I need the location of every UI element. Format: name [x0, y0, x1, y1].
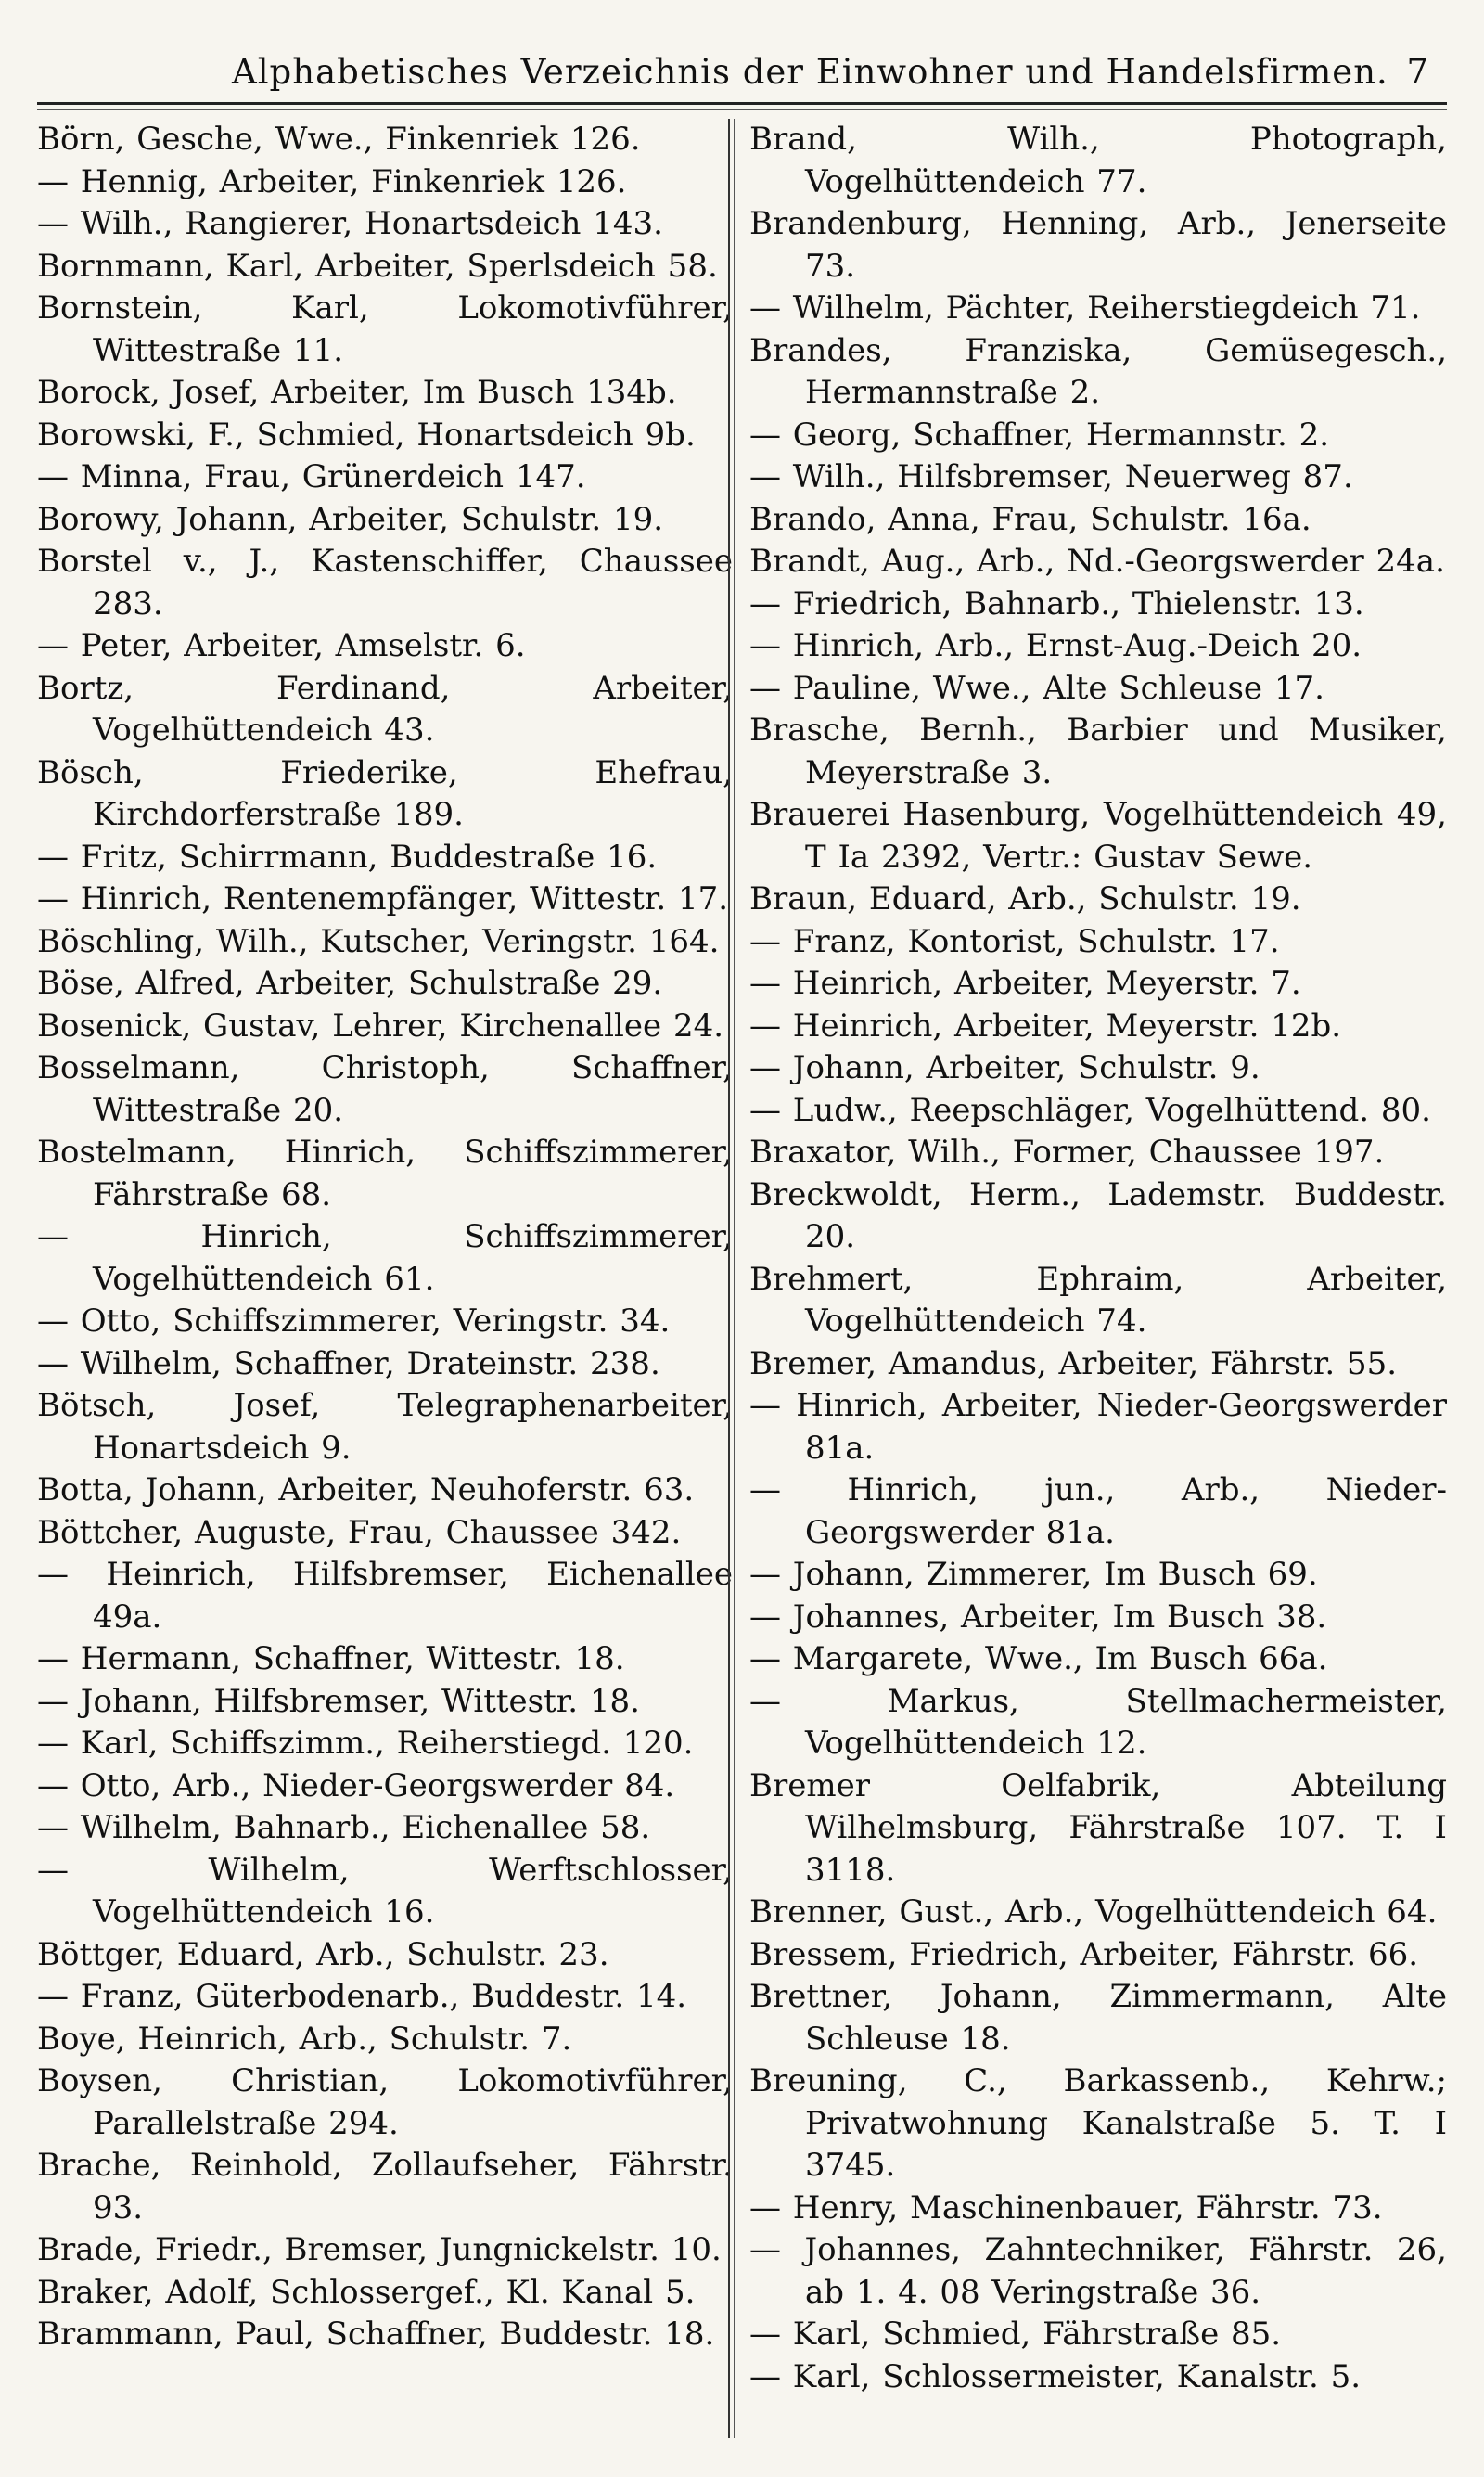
directory-entry: Bornstein, Karl, Lokomotivführer, Wittestraße 11. — [37, 289, 733, 369]
directory-entry: Brasche, Bernh., Barbier und Musiker, Meyerstraße 3. — [749, 712, 1447, 791]
directory-entry: — Johann, Zimmerer, Im Busch 69. — [749, 1556, 1318, 1593]
directory-entry: Breckwoldt, Herm., Lademstr. Buddestr. 20. — [749, 1175, 1447, 1255]
directory-entry: — Hermann, Schaffner, Wittestr. 18. — [37, 1640, 625, 1677]
directory-entry: — Wilh., Rangierer, Honartsdeich 143. — [37, 205, 663, 242]
directory-entry: Brandes, Franziska, Gemüsegesch., Hermannstraße 2. — [749, 331, 1447, 411]
directory-entry: — Wilhelm, Bahnarb., Eichenallee 58. — [37, 1809, 651, 1846]
directory-entry: Borowy, Johann, Arbeiter, Schulstr. 19. — [37, 500, 664, 538]
directory-entry: Bötsch, Josef, Telegraphenarbeiter, Honartsdeich 9. — [37, 1387, 733, 1467]
column-divider — [728, 119, 730, 2438]
directory-entry: — Wilh., Hilfsbremser, Neuerweg 87. — [749, 458, 1353, 495]
directory-entry: Brauerei Hasenburg, Vogelhüttendeich 49, T Ia 2392, Vertr.: Gustav Sewe. — [749, 796, 1447, 876]
directory-entry: Böschling, Wilh., Kutscher, Veringstr. 164. — [37, 922, 720, 960]
directory-entry: Börn, Gesche, Wwe., Finkenriek 126. — [37, 121, 641, 158]
column-divider-secondary — [734, 119, 735, 2438]
page-header — [37, 48, 1447, 105]
directory-entry: Böttcher, Auguste, Frau, Chaussee 342. — [37, 1513, 682, 1551]
directory-entry: Brandenburg, Henning, Arb., Jenerseite 73. — [749, 205, 1447, 285]
directory-entry: — Karl, Schiffszimm., Reiherstiegd. 120. — [37, 1725, 694, 1762]
directory-entry: Borock, Josef, Arbeiter, Im Busch 134b. — [37, 374, 677, 411]
directory-entry: Boye, Heinrich, Arb., Schulstr. 7. — [37, 2020, 572, 2058]
directory-entry: Botta, Johann, Arbeiter, Neuhoferstr. 63. — [37, 1471, 695, 1508]
directory-entry: — Johannes, Zahntechniker, Fährstr. 26, ab 1. 4. 08 Veringstraße 36. — [749, 2231, 1447, 2311]
directory-entry: — Margarete, Wwe., Im Busch 66a. — [749, 1640, 1328, 1677]
directory-entry: — Johann, Arbeiter, Schulstr. 9. — [749, 1049, 1260, 1086]
directory-entry: — Heinrich, Arbeiter, Meyerstr. 12b. — [749, 1007, 1342, 1045]
directory-entry: Böttger, Eduard, Arb., Schulstr. 23. — [37, 1935, 609, 1973]
directory-entry: — Hinrich, Arbeiter, Nieder-Georgswerder 81a. — [749, 1387, 1447, 1467]
directory-entry: Breuning, C., Barkassenb., Kehrw.; Privatwohnung Kanalstraße 5. T. I 3745. — [749, 2062, 1447, 2184]
directory-entry: Bremer Oelfabrik, Abteilung Wilhelmsburg, Fährstraße 107. T. I 3118. — [749, 1766, 1447, 1889]
directory-entry: — Franz, Güterbodenarb., Buddestr. 14. — [37, 1978, 687, 2015]
directory-entry: — Georg, Schaffner, Hermannstr. 2. — [749, 416, 1330, 454]
directory-entry: Brandt, Aug., Arb., Nd.-Georgswerder 24a. — [749, 543, 1445, 580]
directory-entry: — Karl, Schmied, Fährstraße 85. — [749, 2316, 1282, 2353]
directory-entry: Borowski, F., Schmied, Honartsdeich 9b. — [37, 416, 696, 454]
directory-entry: — Hinrich, Schiffszimmerer, Vogelhüttendeich 61. — [37, 1218, 733, 1298]
directory-entry: — Hennig, Arbeiter, Finkenriek 126. — [37, 162, 627, 200]
directory-entry: — Wilhelm, Schaffner, Drateinstr. 238. — [37, 1344, 660, 1382]
directory-entry: Braker, Adolf, Schlossergef., Kl. Kanal 5. — [37, 2273, 696, 2311]
directory-entry: Bostelmann, Hinrich, Schiffszimmerer, Fährstraße 68. — [37, 1134, 733, 1213]
directory-entry: Borstel v., J., Kastenschiffer, Chaussee 283. — [37, 543, 733, 622]
page-number: 7 — [1406, 52, 1428, 92]
directory-entry: — Hinrich, Rentenempfänger, Wittestr. 17. — [37, 880, 729, 918]
directory-entry: — Otto, Arb., Nieder-Georgswerder 84. — [37, 1766, 675, 1804]
directory-entry: — Ludw., Reepschläger, Vogelhüttend. 80. — [749, 1091, 1431, 1129]
directory-entry: — Wilhelm, Pächter, Reiherstiegdeich 71. — [749, 289, 1421, 327]
directory-entry: Brache, Reinhold, Zollaufseher, Fährstr. 93. — [37, 2147, 733, 2227]
directory-entry: — Heinrich, Hilfsbremser, Eichenallee 49a. — [37, 1556, 733, 1636]
directory-entry: — Fritz, Schirrmann, Buddestraße 16. — [37, 838, 658, 876]
directory-entry: — Markus, Stellmachermeister, Vogelhüttendeich 12. — [749, 1682, 1447, 1762]
directory-entry: — Pauline, Wwe., Alte Schleuse 17. — [749, 669, 1324, 707]
directory-entry: — Johann, Hilfsbremser, Wittestr. 18. — [37, 1682, 640, 1720]
directory-entry: — Hinrich, Arb., Ernst-Aug.-Deich 20. — [749, 627, 1362, 664]
directory-entry: — Franz, Kontorist, Schulstr. 17. — [749, 922, 1280, 960]
directory-entry: — Peter, Arbeiter, Amselstr. 6. — [37, 627, 526, 664]
directory-entry: Boysen, Christian, Lokomotivführer, Parallelstraße 294. — [37, 2062, 733, 2142]
directory-entry: — Johannes, Arbeiter, Im Busch 38. — [749, 1598, 1327, 1636]
left-column — [37, 119, 733, 2356]
directory-entry: Brehmert, Ephraim, Arbeiter, Vogelhüttendeich 74. — [749, 1260, 1447, 1340]
directory-entry: Böse, Alfred, Arbeiter, Schulstraße 29. — [37, 965, 663, 1002]
directory-entry: Braun, Eduard, Arb., Schulstr. 19. — [749, 880, 1301, 918]
right-column — [749, 119, 1447, 2398]
header-rule — [37, 109, 1447, 110]
directory-entry: Brettner, Johann, Zimmermann, Alte Schleuse 18. — [749, 1978, 1447, 2058]
directory-entry: Brando, Anna, Frau, Schulstr. 16a. — [749, 500, 1311, 538]
directory-entry: — Heinrich, Arbeiter, Meyerstr. 7. — [749, 965, 1301, 1002]
directory-entry: Brand, Wilh., Photograph, Vogelhüttendeich 77. — [749, 121, 1447, 200]
directory-entry: Brenner, Gust., Arb., Vogelhüttendeich 64. — [749, 1893, 1438, 1931]
directory-entry: — Friedrich, Bahnarb., Thielenstr. 13. — [749, 584, 1364, 622]
directory-entry: — Otto, Schiffszimmerer, Veringstr. 34. — [37, 1303, 671, 1340]
directory-entry: — Minna, Frau, Grünerdeich 147. — [37, 458, 586, 495]
directory-entry: — Wilhelm, Werftschlosser, Vogelhüttendeich 16. — [37, 1851, 733, 1931]
page-title: Alphabetisches Verzeichnis der Einwohner und Handelsfirmen. — [232, 52, 1388, 92]
directory-entry: Brammann, Paul, Schaffner, Buddestr. 18. — [37, 2316, 715, 2353]
directory-entry: — Henry, Maschinenbauer, Fährstr. 73. — [749, 2188, 1383, 2227]
directory-entry: Bressem, Friedrich, Arbeiter, Fährstr. 66. — [749, 1935, 1419, 1973]
directory-entry: Bosenick, Gustav, Lehrer, Kirchenallee 24. — [37, 1007, 724, 1045]
directory-entry: Bornmann, Karl, Arbeiter, Sperlsdeich 58. — [37, 247, 718, 285]
directory-entry: Bortz, Ferdinand, Arbeiter, Vogelhüttendeich 43. — [37, 669, 733, 749]
directory-entry: — Karl, Schlossermeister, Kanalstr. 5. — [749, 2357, 1362, 2395]
directory-entry: Bösch, Friederike, Ehefrau, Kirchdorferstraße 189. — [37, 753, 733, 833]
directory-entry: Brade, Friedr., Bremser, Jungnickelstr. 10. — [37, 2231, 722, 2268]
directory-entry: Bremer, Amandus, Arbeiter, Fährstr. 55. — [749, 1344, 1398, 1382]
directory-entry: — Hinrich, jun., Arb., Nieder-Georgswerder 81a. — [749, 1471, 1447, 1551]
directory-entry: Bosselmann, Christoph, Schaffner, Wittestraße 20. — [37, 1049, 733, 1129]
directory-entry: Braxator, Wilh., Former, Chaussee 197. — [749, 1134, 1385, 1171]
